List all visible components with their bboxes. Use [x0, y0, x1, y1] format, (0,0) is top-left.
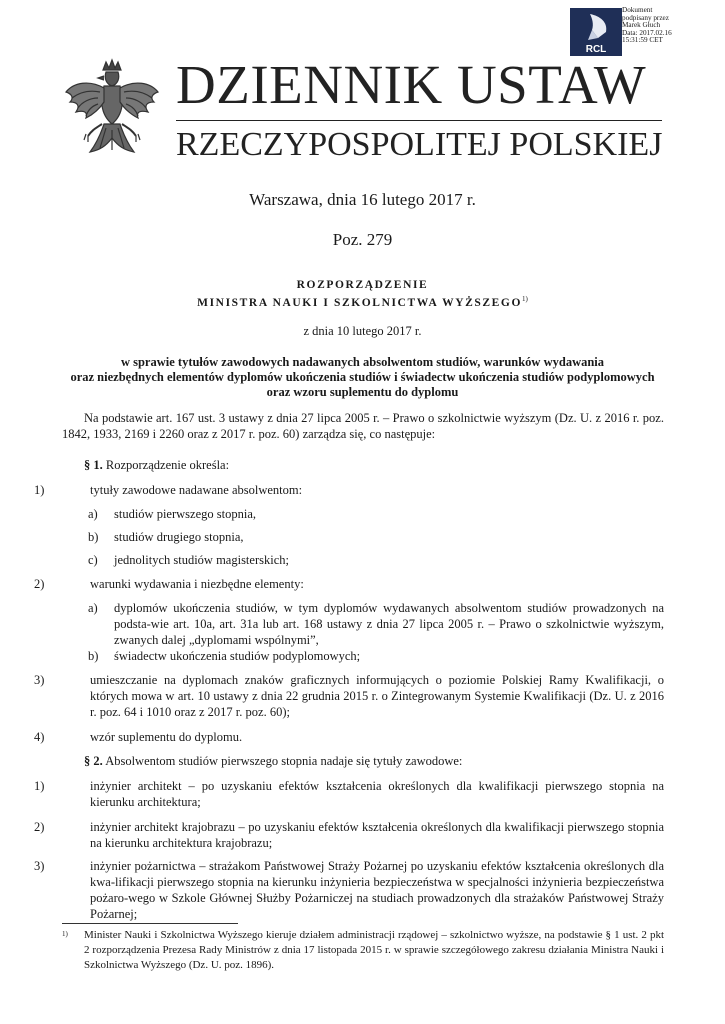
list-number: 1) — [34, 779, 45, 793]
list-number: 3) — [34, 673, 45, 687]
list-number: 2) — [34, 577, 45, 591]
list-item: warunki wydawania i niezbędne elementy: — [90, 577, 304, 591]
masthead-divider — [176, 120, 662, 121]
signature-line: Data: 2017.02.16 — [622, 28, 672, 37]
list-letter: c) — [88, 553, 98, 567]
list-item: inżynier architekt krajobrazu – po uzyskaniu efektów kształcenia określonych dla kwalifikacji pierwszego stopnia na kierunku architektura krajobrazu; — [90, 820, 664, 850]
sub-list-item: studiów drugiego stopnia, — [114, 530, 244, 544]
section-mark: § 2. — [84, 754, 103, 768]
svg-text:RCL: RCL — [585, 44, 607, 55]
section-2-intro-text: Absolwentom studiów pierwszego stopnia nadaje się tytuły zawodowe: — [105, 754, 463, 768]
list-item: tytuły zawodowe nadawane absolwentom: — [90, 483, 303, 497]
list-item: inżynier pożarnictwa – strażakom Państwowej Straży Pożarnej po uzyskaniu efektów kształcenia określonych dla kwa-lifikacji pierwszego stopnia na kierunku inżynieria bezpieczeństwa w specjalności inżynieria bezpieczeństwa pożaro-wego w Szkole Głównej Służby Pożarniczej na studiach prowadzonych dla strażaków Państwowej Straży Pożarnej; — [90, 859, 664, 921]
list-letter: b) — [88, 530, 99, 544]
pen-nib-icon — [570, 8, 622, 56]
section-mark: § 1. — [84, 458, 103, 472]
list-letter: b) — [88, 649, 99, 663]
list-number: 2) — [34, 820, 45, 834]
act-subject-line: oraz niezbędnych elementów dyplomów ukończenia studiów i świadectw ukończenia studiów podyplomowych — [70, 370, 655, 384]
list-number: 3) — [34, 859, 45, 873]
sub-list-item: studiów pierwszego stopnia, — [114, 507, 256, 521]
sub-list-item: dyplomów ukończenia studiów, w tym dyplomów wydawanych absolwentom studiów prowadzonych na podsta-wie art. 10a, art. 31a lub art. 168 ustawy z dnia 27 lipca 2005 r. – Prawo o szkolnictwie wyższym, zwanych dalej „dyplomami wspólnymi”, — [114, 601, 664, 647]
list-item: inżynier architekt – po uzyskaniu efektów kształcenia określonych dla kwalifikacji pierwszego stopnia na kierunku architektura; — [90, 779, 664, 809]
section-2-intro — [62, 753, 664, 769]
journal-subtitle: RZECZYPOSPOLITEJ POLSKIEJ — [176, 126, 663, 163]
sub-list-item: jednolitych studiów magisterskich; — [114, 553, 289, 567]
signature-line: Marek Głuch — [622, 21, 661, 30]
act-issuer-text: MINISTRA NAUKI I SZKOLNICTWA WYŻSZEGO — [197, 296, 522, 309]
publication-date — [0, 190, 725, 210]
journal-title: DZIENNIK USTAW — [176, 54, 647, 115]
position-number — [0, 230, 725, 250]
publication-date-text: Warszawa, dnia 16 lutego 2017 r. — [249, 190, 476, 209]
list-item: wzór suplementu do dyplomu. — [90, 730, 243, 744]
footnote-mark: 1) — [62, 930, 68, 938]
section-1-intro-text: Rozporządzenie określa: — [105, 458, 230, 472]
list-letter: a) — [88, 601, 98, 615]
sub-list-item: świadectw ukończenia studiów podyplomowych; — [114, 649, 361, 663]
footnote-divider — [62, 923, 238, 924]
list-letter: a) — [88, 507, 98, 521]
eagle-emblem-icon — [60, 58, 164, 164]
act-subject-line: w sprawie tytułów zawodowych nadawanych absolwentom studiów, warunków wydawania — [120, 355, 605, 369]
act-type: ROZPORZĄDZENIE — [296, 279, 429, 291]
signature-line: podpisany przez — [622, 13, 669, 22]
position-number-text: Poz. 279 — [332, 230, 393, 249]
list-item: umieszczanie na dyplomach znaków graficznych informujących o poziomie Polskiej Ramy Kwalifikacji, o których mowa w art. 10 ustawy z dnia 22 grudnia 2015 r. o Zintegrowanym Systemie Kwalifikacji (Dz. U. z 2016 r. poz. 64 i 1010 oraz z 2017 r. poz. 60); — [90, 673, 664, 719]
act-issuer — [0, 295, 725, 309]
signature-line: 15:31:59 CET — [622, 36, 663, 45]
section-1-intro — [62, 457, 664, 473]
footnote-text: Minister Nauki i Szkolnictwa Wyższego kieruje działem administracji rządowej – szkolnictwo wyższe, na podstawie § 1 ust. 2 pkt 2 rozporządzenia Prezesa Rady Ministrów z dnia 17 listopada 2015 r. w sprawie szczegółowego zakresu działania Ministra Nauki i Szkolnictwa Wyższego (Dz. U. poz. 1896). — [84, 929, 664, 971]
act-subject-line: oraz wzoru suplementu do dyplomu — [266, 385, 459, 399]
list-number: 1) — [34, 483, 45, 497]
signature-info — [622, 7, 722, 45]
signature-line: Dokument — [622, 6, 653, 14]
rcl-signature-logo — [570, 8, 622, 56]
list-number: 4) — [34, 730, 45, 744]
act-date: z dnia 10 lutego 2017 r. — [303, 324, 422, 338]
preamble: Na podstawie art. 167 ust. 3 ustawy z dnia 27 lipca 2005 r. – Prawo o szkolnictwie wyższym (Dz. U. z 2016 r. poz. 1842, 1933, 2169 i 2260 oraz z 2017 r. poz. 60) zarządza się, co następuje: — [62, 411, 664, 441]
footnote-ref: 1) — [522, 295, 528, 303]
